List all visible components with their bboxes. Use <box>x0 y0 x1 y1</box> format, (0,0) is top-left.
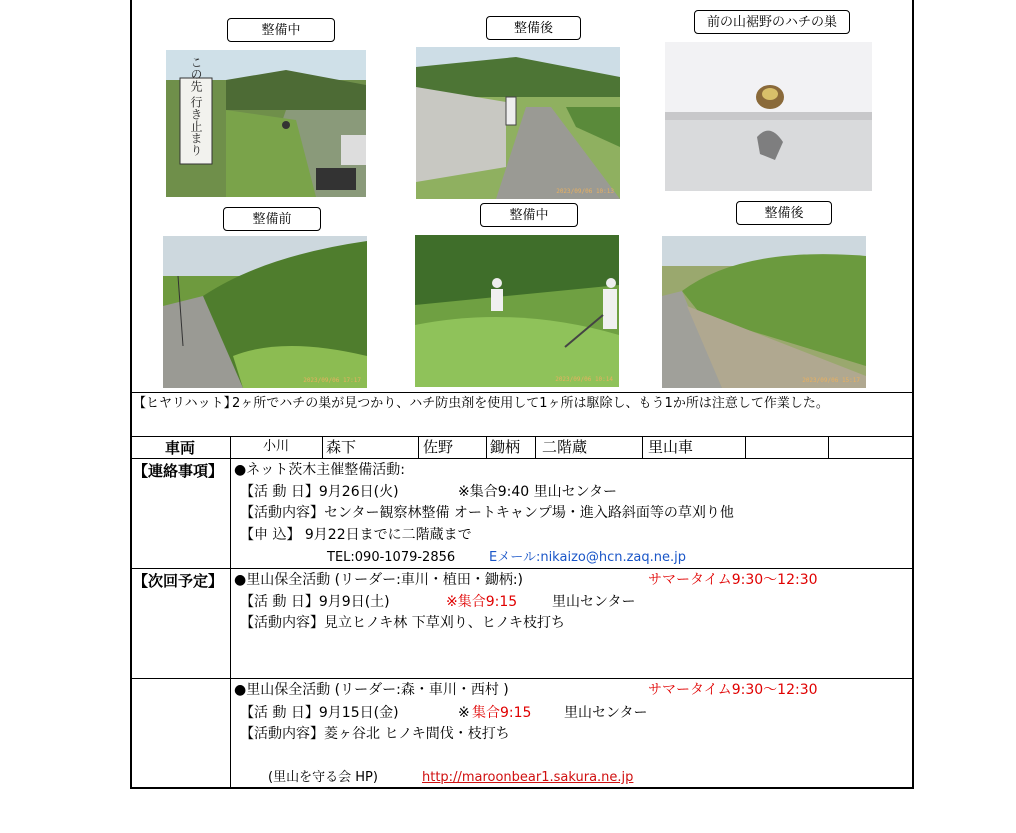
rule-top-renraku <box>130 458 914 459</box>
caption-r1c1: 整備中 <box>227 18 335 42</box>
rule-vehicle-3 <box>486 436 487 458</box>
photo-after-slope: 2023/09/06 15:17 <box>662 236 866 388</box>
caption-r2c1: 整備前 <box>223 207 321 231</box>
sign-text: この先 行き止まり <box>189 56 203 156</box>
jikai-a-title: ●里山保全活動 (リーダー:車川・植田・鋤柄:) <box>234 572 524 588</box>
caption-r2c2: 整備中 <box>480 203 578 227</box>
jikai-b-date: 【活 動 日】9月15日(金) <box>240 705 399 721</box>
caption-r1c2: 整備後 <box>486 16 581 40</box>
jikai-b-meet-prefix: ※ <box>458 705 470 721</box>
vehicle-4: 鋤柄 <box>490 438 521 456</box>
hiyari-text: 2ヶ所でハチの巣が見つかり、ハチ防虫剤を使用して1ヶ所は駆除し、もう1か所は注意して作業した。 <box>232 396 829 411</box>
renraku-email[interactable]: Eメール:nikaizo@hcn.zaq.ne.jp <box>489 550 687 565</box>
jikai-a-meet: ※集合9:15 <box>446 594 518 610</box>
renraku-tel: TEL:090-1079-2856 <box>327 550 456 565</box>
rule-vehicle-1 <box>322 436 323 458</box>
jikai-b-content: 【活動内容】菱ヶ谷北 ヒノキ間伐・枝打ち <box>240 726 510 742</box>
vehicles-label: 車両 <box>165 439 196 457</box>
vehicle-5: 二階蔵 <box>542 438 588 456</box>
photo-during-mowing: 2023/09/06 10:14 <box>415 235 619 387</box>
jikai-b-place: 里山センター <box>564 705 648 721</box>
caption-r2c3: 整備後 <box>736 201 832 225</box>
photo-after-path: 2023/09/06 10:13 <box>416 47 620 199</box>
rule-top-jikai <box>130 568 914 569</box>
vehicle-6: 里山車 <box>648 438 694 456</box>
caption-r1c3: 前の山裾野のハチの巣 <box>694 10 850 34</box>
rule-top-hiyari <box>130 392 914 393</box>
hiyari-label: 【ヒヤリハット】 <box>133 396 237 411</box>
rule-top-jikai-b <box>130 678 914 679</box>
jikai-a-content: 【活動内容】見立ヒノキ林 下草刈り、ヒノキ枝打ち <box>240 615 566 631</box>
rule-vehicle-6 <box>745 436 746 458</box>
jikai-b-title: ●里山保全活動 (リーダー:森・車川・西村 ) <box>234 682 509 698</box>
hp-label: (里山を守る会 HP) <box>268 770 378 785</box>
vehicle-1: 小川 <box>263 439 290 454</box>
renraku-meet: ※集合9:40 里山センター <box>458 484 618 500</box>
jikai-label: 【次回予定】 <box>133 572 224 590</box>
renraku-content: 【活動内容】センター観察林整備 オートキャンプ場・進入路斜面等の草刈り他 <box>240 505 734 521</box>
photo-wasp-nest <box>665 42 872 191</box>
jikai-a-place: 里山センター <box>552 594 636 610</box>
photo-before-slope: 2023/09/06 17:17 <box>163 236 367 388</box>
jikai-b-meet: 集合9:15 <box>472 705 532 721</box>
renraku-label: 【連絡事項】 <box>133 462 224 480</box>
jikai-a-date: 【活 動 日】9月9日(土) <box>240 594 390 610</box>
rule-vehicle-7 <box>828 436 829 458</box>
rule-top-vehicles <box>130 436 914 437</box>
renraku-line1: ●ネット茨木主催整備活動: <box>234 462 405 478</box>
hp-link[interactable]: http://maroonbear1.sakura.ne.jp <box>422 770 634 785</box>
rule-label-column <box>230 436 231 788</box>
renraku-apply: 【申 込】 9月22日までに二階蔵まで <box>240 527 472 543</box>
jikai-b-summertime: サマータイム9:30〜12:30 <box>648 682 818 698</box>
renraku-date: 【活 動 日】9月26日(火) <box>240 484 399 500</box>
vehicle-3: 佐野 <box>423 438 454 456</box>
rule-vehicle-2 <box>418 436 419 458</box>
rule-vehicle-5 <box>642 436 643 458</box>
vehicle-2: 森下 <box>326 438 357 456</box>
photo-sign-path <box>166 50 366 197</box>
rule-vehicle-4 <box>535 436 536 458</box>
jikai-a-summertime: サマータイム9:30〜12:30 <box>648 572 818 588</box>
